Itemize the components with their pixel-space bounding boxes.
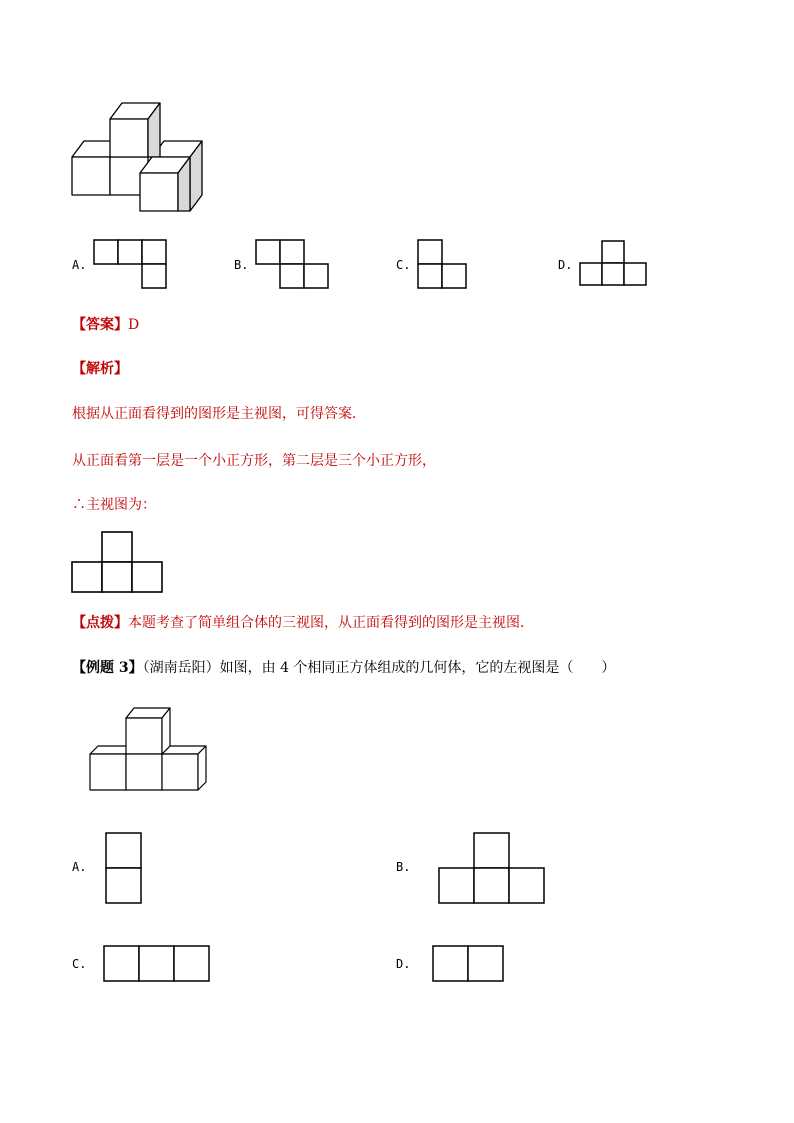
q3-option-c-label: C. — [72, 957, 87, 971]
q2-option-c-label: C. — [396, 258, 411, 272]
tip-tag: 【点拨】 — [72, 615, 128, 631]
front-view-figure — [71, 531, 163, 595]
q3-option-d-figure[interactable] — [432, 945, 506, 983]
tip-text: 本题考查了简单组合体的三视图，从正面看得到的图形是主视图． — [128, 615, 534, 631]
q3-tag: 【例题 3】 — [72, 660, 143, 676]
q3-option-c-figure[interactable] — [103, 945, 212, 983]
answer-tag: 【答案】 — [72, 317, 128, 333]
analysis-tag: 【解析】 — [72, 361, 128, 377]
q2-option-b-label: B. — [234, 258, 249, 272]
q3-stem-line — [72, 659, 615, 677]
q3-option-b-figure[interactable] — [438, 832, 544, 906]
q2-option-c-figure[interactable] — [417, 239, 469, 289]
q3-option-b-label: B. — [396, 860, 411, 874]
q2-option-a-label: A. — [72, 258, 87, 272]
q3-solid-figure — [88, 704, 213, 794]
q3-option-a-label: A. — [72, 860, 87, 874]
analysis-line-2: 从正面看第一层是一个小正方形，第二层是三个小正方形， — [72, 453, 436, 469]
q2-solid-figure — [60, 95, 220, 220]
q2-option-d-label: D. — [558, 258, 573, 272]
answer-line — [72, 316, 139, 334]
answer-value: D — [128, 317, 140, 333]
conclusion-line: ∴主视图为： — [72, 497, 156, 513]
q2-option-b-figure[interactable] — [255, 239, 329, 289]
q2-option-a-figure[interactable] — [93, 239, 167, 289]
q3-option-d-label: D. — [396, 957, 411, 971]
q2-option-d-figure[interactable] — [579, 240, 649, 288]
q3-stem: （湖南岳阳）如图，由 4 个相同正方体组成的几何体，它的左视图是（ ） — [142, 660, 616, 676]
tip-line — [72, 614, 534, 632]
analysis-line-1: 根据从正面看得到的图形是主视图，可得答案． — [72, 406, 366, 422]
q3-option-a-figure[interactable] — [105, 832, 143, 906]
